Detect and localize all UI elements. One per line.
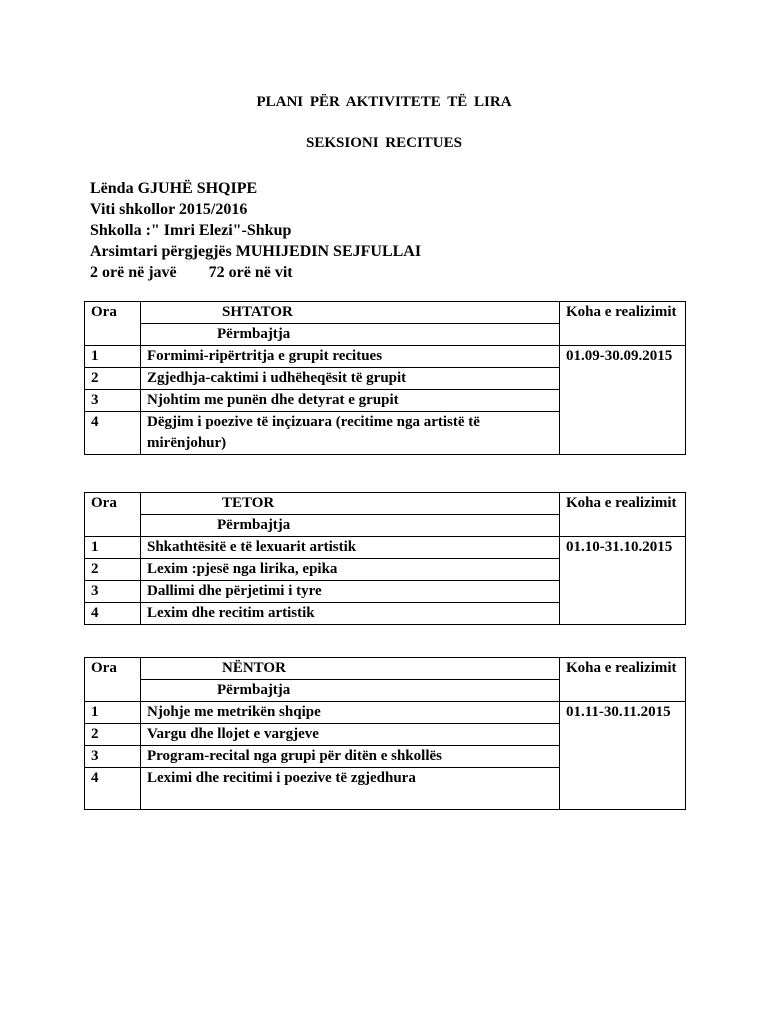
- header-content: Përmbajtja: [141, 515, 560, 537]
- header-month: TETOR: [141, 493, 560, 515]
- table-header-row: [85, 302, 686, 324]
- hours-line: 2 orë në javë 72 orë në vit: [90, 264, 293, 281]
- row-number: 2: [85, 559, 141, 581]
- header-ora: Ora: [85, 302, 141, 346]
- row-number: 2: [85, 368, 141, 390]
- page-title: PLANI PËR AKTIVITETE TË LIRA: [256, 94, 512, 110]
- row-content: Lexim dhe recitim artistik: [141, 603, 560, 625]
- row-number: 3: [85, 390, 141, 412]
- row-number: 1: [85, 346, 141, 368]
- row-content: Dallimi dhe përjetimi i tyre: [141, 581, 560, 603]
- page-subtitle: SEKSIONI RECITUES: [306, 135, 462, 151]
- plan-table-november: [84, 657, 686, 810]
- plan-table-september: [84, 301, 686, 455]
- header-time: Koha e realizimit: [560, 658, 686, 702]
- row-number: 3: [85, 746, 141, 768]
- teacher-line: Arsimtari përgjegjës MUHIJEDIN SEJFULLAI: [90, 243, 422, 260]
- header-time: Koha e realizimit: [560, 493, 686, 537]
- row-content: Program-recital nga grupi për ditën e shkollës: [141, 746, 560, 768]
- period-cell: 01.09-30.09.2015: [560, 346, 686, 455]
- header-time: Koha e realizimit: [560, 302, 686, 346]
- row-content: Leximi dhe recitimi i poezive të zgjedhura: [141, 768, 560, 810]
- info-block: [90, 178, 421, 283]
- header-month: SHTATOR: [141, 302, 560, 324]
- row-content: Lexim :pjesë nga lirika, epika: [141, 559, 560, 581]
- row-content: Njohtim me punën dhe detyrat e grupit: [141, 390, 560, 412]
- row-content: Shkathtësitë e të lexuarit artistik: [141, 537, 560, 559]
- row-number: 2: [85, 724, 141, 746]
- row-content: Dëgjim i poezive të inçizuara (recitime nga artistë të mirënjohur): [141, 412, 560, 455]
- period-cell: 01.11-30.11.2015: [560, 702, 686, 810]
- period-cell: 01.10-31.10.2015: [560, 537, 686, 625]
- row-number: 4: [85, 768, 141, 810]
- school-year-line: Viti shkollor 2015/2016: [90, 201, 248, 218]
- table-row: [85, 537, 686, 559]
- header-month: NËNTOR: [141, 658, 560, 680]
- subject-line: Lënda GJUHË SHQIPE: [90, 180, 258, 197]
- school-line: Shkolla :" Imri Elezi"-Shkup: [90, 222, 292, 239]
- table-header-row: [85, 493, 686, 515]
- row-content: Njohje me metrikën shqipe: [141, 702, 560, 724]
- row-number: 4: [85, 603, 141, 625]
- table-header-row: [85, 658, 686, 680]
- row-number: 1: [85, 537, 141, 559]
- header-content: Përmbajtja: [141, 324, 560, 346]
- row-content: Vargu dhe llojet e vargjeve: [141, 724, 560, 746]
- header-content: Përmbajtja: [141, 680, 560, 702]
- row-content: Zgjedhja-caktimi i udhëheqësit të grupit: [141, 368, 560, 390]
- table-row: [85, 702, 686, 724]
- row-number: 1: [85, 702, 141, 724]
- header-ora: Ora: [85, 493, 141, 537]
- table-row: [85, 346, 686, 368]
- row-number: 4: [85, 412, 141, 455]
- plan-table-october: [84, 492, 686, 625]
- row-number: 3: [85, 581, 141, 603]
- header-ora: Ora: [85, 658, 141, 702]
- row-content: Formimi-ripërtritja e grupit recitues: [141, 346, 560, 368]
